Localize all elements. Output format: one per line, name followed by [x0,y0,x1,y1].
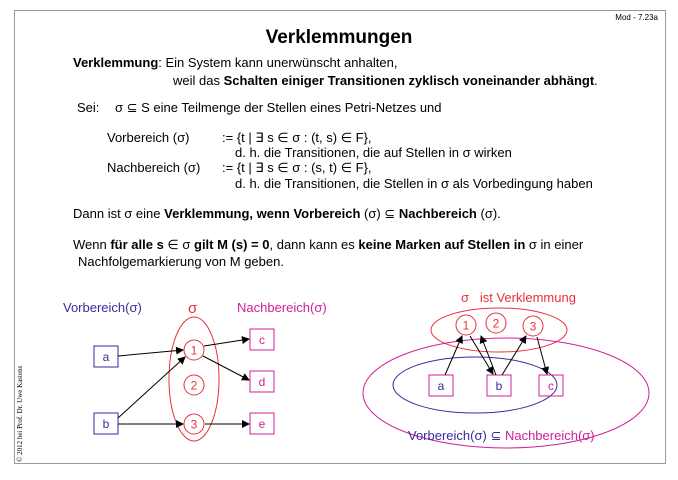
definition-text-2a: weil das [173,73,224,88]
left-vorbereich-label: Vorbereich(σ) [63,300,142,315]
right-place-3-label: 3 [529,319,537,334]
wenn-line-2: Nachfolgemarkierung von M geben. [78,254,284,269]
right-place-1-label: 1 [462,318,470,333]
wenn-g: σ in einer [525,237,584,252]
definition-term: Verklemmung [73,55,159,70]
left-transition-b-label: b [102,417,110,431]
right-sigma-label: σ ist Verklemmung [461,290,576,305]
arc-b-3-right [502,336,526,375]
arc-1-c [204,339,249,346]
left-transition-e-label: e [258,417,266,431]
left-place-2-label: 2 [190,378,198,393]
dann-b: Verklemmung, wenn Vorbereich [164,206,361,221]
slide-id: Mod - 7.23a [615,13,658,22]
wenn-b: für alle s [110,237,164,252]
vorbereich-label: Vorbereich (σ) [107,130,190,145]
right-caption-vor: Vorbereich(σ) ⊆ [408,428,505,443]
wenn-f: keine Marken auf Stellen in [358,237,526,252]
left-place-3-label: 3 [190,417,198,432]
left-transition-a-label: a [102,350,110,364]
copyright-note: © 2012 bei Prof. Dr. Uwe Kastens [16,365,24,462]
wenn-d: gilt M (s) = 0 [194,237,270,252]
right-caption [408,428,595,443]
wenn-e: , dann kann es [269,237,359,252]
left-place-1-label: 1 [190,343,198,358]
nachbereich-note: d. h. die Transitionen, die Stellen in σ als Vorbedingung haben [235,176,593,191]
right-transition-a-label: a [437,379,445,393]
right-vorbereich-ellipse [393,357,557,413]
right-caption-nach: Nachbereich(σ) [504,428,595,443]
arc-a-1 [118,350,183,356]
definition-text-1: : Ein System kann unerwünscht anhalten, [158,55,398,70]
page-title: Verklemmungen [265,27,413,48]
right-place-2-label: 2 [492,316,500,331]
vorbereich-definition: := {t | ∃ s ∈ σ : (t, s) ∈ F}, [222,130,372,145]
left-sigma-label: σ [188,300,198,317]
arc-1-d [203,356,249,380]
right-transition-b-label: b [495,379,503,393]
left-transition-c-label: c [259,333,265,347]
left-arcs [118,339,249,424]
left-transition-d-label: d [258,375,266,389]
right-transition-c-label: c [548,379,554,393]
wenn-a: Wenn [73,237,111,252]
dann-a: Dann ist σ eine [73,206,165,221]
nachbereich-definition: := {t | ∃ s ∈ σ : (s, t) ∈ F}, [222,160,372,175]
definition-text-2b: Schalten einiger Transitionen zyklisch voneinander abhängt [223,73,595,88]
wenn-c: ∈ σ [163,237,194,252]
vorbereich-note: d. h. die Transitionen, die auf Stellen in σ wirken [235,145,512,160]
dann-c: (σ) ⊆ [360,206,399,221]
dann-e: (σ). [476,206,501,221]
right-arcs [445,336,547,375]
arc-b-2-right [481,336,496,375]
dann-d: Nachbereich [398,206,477,221]
arc-1-b-right [470,336,493,374]
arc-b-1 [118,357,185,418]
sei-line-1: σ ⊆ S eine Teilmenge der Stellen eines Petri-Netzes und [115,100,442,115]
left-nachbereich-label: Nachbereich(σ) [237,300,327,315]
definition-text-2c: . [594,73,598,88]
sei-label: Sei: [77,100,100,115]
nachbereich-label: Nachbereich (σ) [107,160,201,175]
